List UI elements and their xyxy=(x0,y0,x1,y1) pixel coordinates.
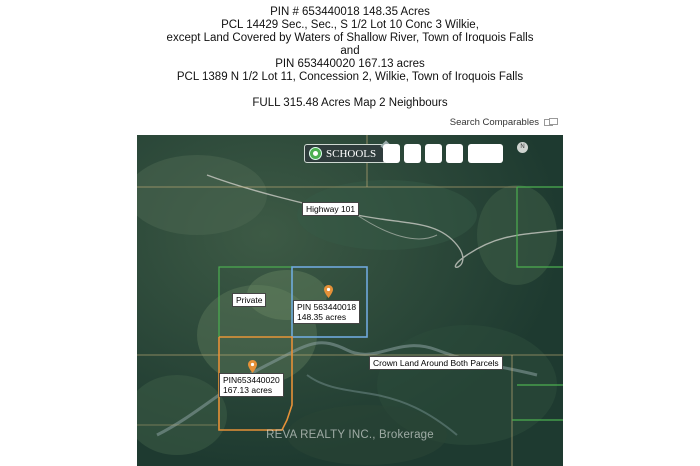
map-tool-button-1[interactable] xyxy=(383,144,400,163)
header-line-1: PIN # 653440018 148.35 Acres xyxy=(270,6,430,18)
header-line-2: PCL 14429 Sec., Sec., S 1/2 Lot 10 Conc 3 Wilkie, xyxy=(221,19,479,31)
search-comparables-link[interactable] xyxy=(450,117,558,128)
private-label: Private xyxy=(232,293,266,307)
crown-land-label: Crown Land Around Both Parcels xyxy=(369,356,503,370)
pin1-label xyxy=(293,300,360,324)
compass-badge: N xyxy=(517,142,528,153)
header-line-6: PCL 1389 N 1/2 Lot 11, Concession 2, Wilkie, Town of Iroquois Falls xyxy=(176,71,524,83)
pin2-marker-icon[interactable] xyxy=(248,360,257,373)
listing-header xyxy=(0,6,700,110)
pin2-acres: 167.13 acres xyxy=(223,385,273,395)
schools-layer-button[interactable] xyxy=(304,144,387,163)
satellite-map[interactable] xyxy=(137,135,563,466)
map-compare-icon xyxy=(544,118,558,127)
highway-label: Highway 101 xyxy=(302,202,359,216)
header-line-5: PIN 653440020 167.13 acres xyxy=(275,58,425,70)
pin1-marker-icon[interactable] xyxy=(324,285,333,298)
map-tool-button-2[interactable] xyxy=(404,144,421,163)
map-tool-button-3[interactable] xyxy=(425,144,442,163)
pin2-number: PIN653440020 xyxy=(223,375,280,385)
map-tool-button-5[interactable] xyxy=(468,144,503,163)
pin1-number: PIN 563440018 xyxy=(297,302,357,312)
brokerage-watermark: REVA REALTY INC., Brokerage xyxy=(266,429,434,441)
header-line-3: except Land Covered by Waters of Shallow River, Town of Iroquois Falls xyxy=(166,32,534,44)
pin2-label xyxy=(219,373,284,397)
header-line-4: and xyxy=(340,45,360,57)
search-comparables-label: Search Comparables xyxy=(449,117,539,128)
pin1-acres: 148.35 acres xyxy=(297,312,347,322)
full-acreage-line: FULL 315.48 Acres Map 2 Neighbours xyxy=(252,97,448,109)
school-icon xyxy=(309,147,322,160)
map-tool-button-4[interactable] xyxy=(446,144,463,163)
schools-label: SCHOOLS xyxy=(326,147,377,160)
